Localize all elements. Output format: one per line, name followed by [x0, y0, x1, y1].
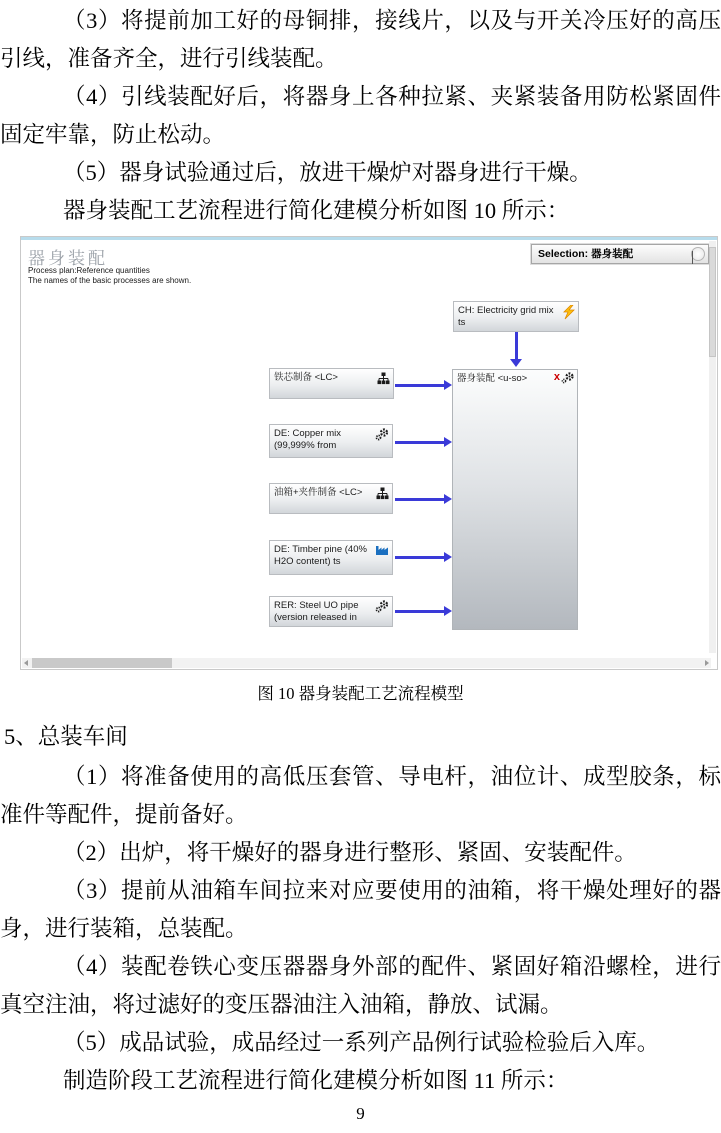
selection-dropdown[interactable] — [531, 244, 709, 264]
chevron-glyph — [692, 251, 693, 264]
node-timber-pine[interactable] — [269, 540, 393, 575]
paragraph: （3）提前从油箱车间拉来对应要使用的油箱，将干燥处理好的器身，进行装箱，总装配。 — [0, 878, 721, 941]
node-status-icons — [554, 372, 574, 389]
node-steel-uo-pipe[interactable] — [269, 596, 393, 627]
arrow-head — [444, 494, 452, 504]
flow-arrow — [395, 437, 452, 447]
gears-icon — [375, 600, 389, 617]
paragraph: 制造阶段工艺流程进行简化建模分析如图 11 所示： — [63, 1068, 569, 1093]
plan-title: 器身装配 — [28, 249, 108, 268]
document-page-bottom — [0, 756, 721, 1100]
arrow-line — [395, 610, 444, 613]
flow-arrow — [395, 606, 452, 616]
org-chart-icon — [376, 487, 389, 504]
vertical-scrollbar-thumb[interactable] — [709, 247, 716, 357]
process-plan-screenshot — [20, 236, 718, 670]
section-heading: 5、总装车间 — [4, 724, 128, 749]
flow-arrow — [395, 552, 452, 562]
arrow-head — [444, 380, 452, 390]
arrow-line — [395, 556, 444, 559]
arrow-head — [444, 552, 452, 562]
org-chart-icon — [377, 372, 390, 389]
page-number: 9 — [356, 1104, 365, 1123]
factory-icon — [375, 544, 389, 560]
chevron-down-icon[interactable] — [691, 247, 705, 261]
flow-arrow — [395, 494, 452, 504]
paragraph: （4）引线装配好后，将器身上各种拉紧、夹紧装备用防松紧固件固定牢靠，防止松动。 — [0, 84, 721, 147]
paragraph: （4）装配卷铁心变压器器身外部的配件、紧固好箱沿螺栓，进行真空注油，将过滤好的变压器油注入油箱，静放、试漏。 — [0, 954, 721, 1017]
node-label: CH: Electricity grid mix ts — [458, 305, 554, 328]
arrow-head — [510, 359, 522, 367]
arrow-line — [395, 384, 444, 387]
scroll-right-arrow-icon[interactable] — [705, 660, 709, 666]
arrow-line — [395, 498, 444, 501]
arrow-line — [395, 441, 444, 444]
flow-arrow — [395, 380, 452, 390]
arrow-line — [515, 332, 518, 359]
vertical-scrollbar[interactable] — [709, 241, 716, 653]
top-accent-line — [21, 237, 718, 240]
figure-caption: 图 10 器身装配工艺流程模型 — [257, 684, 464, 703]
scroll-left-arrow-icon[interactable] — [24, 660, 28, 666]
node-label: 器身装配 <u-so> — [457, 373, 528, 384]
horizontal-scrollbar[interactable] — [22, 658, 711, 668]
gear-icon — [560, 372, 574, 389]
node-label: RER: Steel UO pipe (version released in — [274, 600, 359, 623]
lightning-icon — [563, 305, 575, 324]
plan-subtitle: Process plan:Reference quantities — [28, 266, 150, 275]
node-label: 铁芯制备 <LC> — [274, 372, 338, 383]
horizontal-scrollbar-thumb[interactable] — [32, 658, 172, 668]
x-mark-icon: x — [553, 371, 560, 383]
node-tank-clamp-preparation[interactable] — [269, 483, 393, 514]
paragraph: （2）出炉，将干燥好的器身进行整形、紧固、安装配件。 — [63, 840, 637, 865]
flow-arrow-down — [510, 332, 523, 367]
node-label: DE: Timber pine (40% H2O content) ts — [274, 544, 367, 567]
paragraph: （3）将提前加工好的母铜排，接线片，以及与开关冷压好的高压引线，准备齐全，进行引线装配。 — [0, 8, 721, 71]
node-label: 油箱+夹件制备 <LC> — [274, 487, 363, 498]
node-label: DE: Copper mix (99,999% from — [274, 428, 342, 451]
node-copper-mix[interactable] — [269, 424, 393, 458]
paragraph: （5）器身试验通过后，放进干燥炉对器身进行干燥。 — [63, 160, 592, 185]
node-electricity-grid-mix[interactable] — [453, 301, 579, 332]
arrow-head — [444, 606, 452, 616]
selection-label: Selection: 器身装配 — [538, 248, 634, 260]
node-body-assembly[interactable] — [452, 369, 578, 630]
node-core-preparation[interactable] — [269, 368, 394, 399]
arrow-head — [444, 437, 452, 447]
paragraph: 器身装配工艺流程进行简化建模分析如图 10 所示： — [63, 198, 570, 223]
paragraph: （1）将准备使用的高低压套管、导电杆，油位计、成型胶条，标准件等配件，提前备好。 — [0, 764, 721, 827]
plan-subtitle-2: The names of the basic processes are shown. — [28, 276, 192, 285]
gears-icon — [375, 428, 389, 445]
paragraph: （5）成品试验，成品经过一系列产品例行试验检验后入库。 — [63, 1030, 660, 1055]
document-page — [0, 0, 721, 230]
